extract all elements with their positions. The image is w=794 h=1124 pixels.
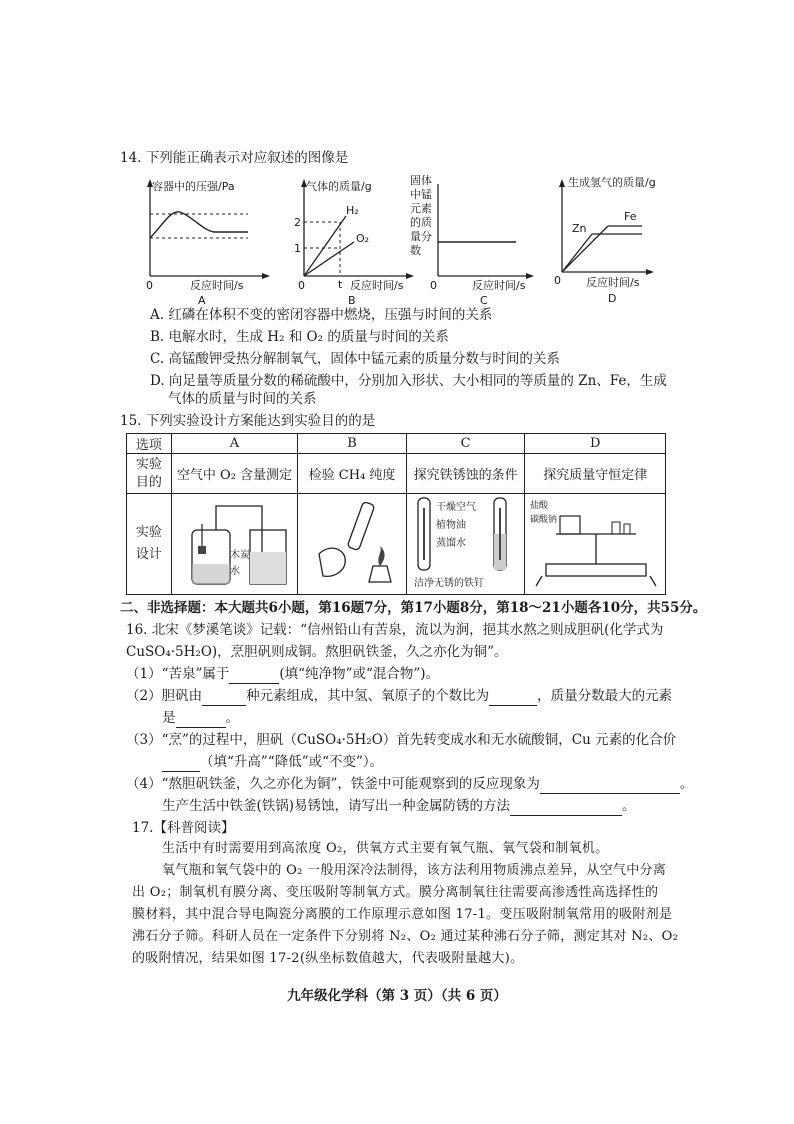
graph-a-svg <box>140 176 270 306</box>
q15-header-d: D <box>525 434 666 454</box>
graph-b-svg <box>290 176 420 306</box>
graph-a-ylabel: 容器中的压强/Pa <box>152 180 235 193</box>
graph-b-xlabel: 反应时间/s <box>350 279 404 292</box>
graph-b-tick2: 2 <box>294 216 301 229</box>
graph-b-ylabel: 气体的质量/g <box>306 180 372 193</box>
q16-part3: （3）“烹”的过程中，胆矾（CuSO₄·5H₂O）首先转变成水和无水硫酸铜，Cu 元素的化合价 <box>126 732 677 748</box>
apparatus-c-drawing <box>408 494 524 590</box>
apparatus-c-nail: 洁净无锈的铁钉 <box>413 578 484 589</box>
q14-option-c: C. 高锰酸钾受热分解制氧气，固体中锰元素的质量分数与时间的关系 <box>150 351 560 367</box>
graph-d <box>550 176 680 306</box>
graph-c-origin: 0 <box>430 279 437 292</box>
apparatus-d-drawing <box>526 494 664 590</box>
q16-part1: （1）“苦泉”属于 (填“纯净物”或“混合物”)。 <box>126 666 440 682</box>
apparatus-d-carbonate: 碳酸钠 <box>530 515 558 525</box>
q15-title: 15. 下列实验设计方案能达到实验目的的是 <box>120 413 376 429</box>
q14-option-d-cont: 气体的质量与时间的关系 <box>168 391 317 407</box>
graph-d-zn: Zn <box>572 222 587 235</box>
q15-purpose-c: 探究铁锈蚀的条件 <box>406 454 525 494</box>
q15-header-c: C <box>406 434 525 454</box>
graph-c-ylabel-1: 固体 <box>410 174 432 187</box>
answer-blank-2a[interactable] <box>202 691 246 706</box>
graph-a <box>140 176 270 306</box>
graph-b-h2: H₂ <box>346 204 359 217</box>
answer-blank-2c[interactable] <box>176 713 226 728</box>
q15-header-b: B <box>298 434 407 454</box>
apparatus-d-acid: 盐酸 <box>530 501 549 511</box>
q15-design-label: 实验设计 <box>127 494 172 595</box>
q15-header-a: A <box>171 434 298 454</box>
q16-part3-cont: （填“升高”“降低”或“不变”）。 <box>162 752 383 772</box>
graph-b-tick1: 1 <box>294 242 301 255</box>
q15-design-a <box>171 494 298 595</box>
graph-b-o2: O₂ <box>356 232 370 245</box>
q17-line-3: 出 O₂；制氧机有膜分离、变压吸附等制氧方式。膜分离制氧往往需要高渗透性高选择性的 <box>132 885 659 900</box>
answer-blank-4b[interactable] <box>510 801 622 816</box>
q16-part2-cont: 是 。 <box>162 710 239 726</box>
q14-option-b: B. 电解水时，生成 H₂ 和 O₂ 的质量与时间的关系 <box>150 329 449 345</box>
graph-c-ylabel-6: 数 <box>410 244 421 257</box>
q14-option-d: D. 向足量等质量分数的稀硫酸中，分别加入形状、大小相同的等质量的 Zn、Fe，生成 <box>150 373 667 389</box>
graph-c-ylabel-5: 量分 <box>410 230 432 243</box>
graph-c <box>408 176 538 306</box>
graph-b-tickt: t <box>338 278 343 291</box>
q15-table <box>126 433 666 595</box>
answer-blank-3[interactable] <box>162 757 200 772</box>
q15-design-c <box>406 494 525 595</box>
apparatus-c-dry-air: 干燥空气 <box>435 502 476 513</box>
graph-d-xlabel: 反应时间/s <box>586 276 640 289</box>
q15-header-row <box>127 434 666 454</box>
q16-part2: （2）胆矾由 种元素组成，其中氢、氧原子的个数比为 ，质量分数最大的元素 <box>126 688 673 704</box>
answer-blank-2b[interactable] <box>489 691 537 706</box>
q15-header-option: 选项 <box>127 434 172 454</box>
graph-c-ylabel-2: 中锰 <box>410 188 432 201</box>
q15-purpose-d: 探究质量守恒定律 <box>525 454 666 494</box>
graph-d-fe: Fe <box>624 210 637 223</box>
q16-intro-1: 16. 北宋《梦溪笔谈》记载：“信州铅山有苦泉，流以为涧，挹其水熬之则成胆矾(化学式为 <box>126 622 664 638</box>
q15-design-b <box>298 494 407 595</box>
section2-heading: 二、非选择题：本大题共6小题，第16题7分，第17小题8分，第18～21小题各10分，共55分。 <box>120 600 707 616</box>
q14-option-a: A. 红磷在体积不变的密闭容器中燃烧，压强与时间的关系 <box>150 307 493 323</box>
q15-purpose-label: 实验目的 <box>127 454 172 494</box>
q15-purpose-a: 空气中 O₂ 含量测定 <box>171 454 298 494</box>
apparatus-b-drawing <box>299 494 405 590</box>
graph-d-origin: 0 <box>554 274 561 287</box>
q15-purpose-b: 检验 CH₄ 纯度 <box>298 454 407 494</box>
q17-line-6: 的吸附情况，结果如图 17-2(纵坐标数值越大，代表吸附量越大)。 <box>132 951 524 966</box>
q17-line-4: 膜材料，其中混合导电陶瓷分离膜的工作原理示意如图 17-1。变压吸附制氧常用的吸附剂是 <box>132 907 673 922</box>
graph-c-ylabel-3: 元素 <box>410 202 432 215</box>
q15-design-d <box>525 494 666 595</box>
apparatus-a-charcoal: 木炭 <box>230 550 251 561</box>
graph-b-origin: 0 <box>298 279 305 292</box>
q15-design-row <box>127 494 666 595</box>
q17-title: 17.【科普阅读】 <box>132 820 235 836</box>
graph-c-ylabel-4: 的质 <box>410 216 432 229</box>
q16-part4-cont: 生产生活中铁釜(铁锅)易锈蚀，请写出一种金属防锈的方法 。 <box>162 798 636 814</box>
graph-c-letter: C <box>480 294 488 307</box>
q16-intro-2: CuSO₄·5H₂O)，烹胆矾则成铜。熬胆矾铁釜，久之亦化为铜”。 <box>126 644 508 660</box>
graph-a-origin: 0 <box>146 279 153 292</box>
apparatus-c-plant-oil: 植物油 <box>435 520 466 531</box>
graph-b-letter: B <box>348 294 356 307</box>
graph-a-letter: A <box>198 294 206 307</box>
graph-d-svg <box>550 176 680 306</box>
graph-d-letter: D <box>608 292 617 305</box>
apparatus-a-water: 水 <box>230 566 241 577</box>
page-footer: 九年级化学科（第 3 页）（共 6 页） <box>287 988 507 1004</box>
apparatus-a-drawing <box>172 494 296 590</box>
answer-blank-1[interactable] <box>229 669 279 684</box>
graph-b <box>290 176 420 306</box>
answer-blank-4a[interactable] <box>540 779 680 794</box>
graph-c-svg <box>408 176 538 306</box>
q17-line-2: 氧气瓶和氧气袋中的 O₂ 一般用深冷法制得，该方法利用物质沸点差异，从空气中分离 <box>162 863 667 878</box>
q16-part4: （4）“熬胆矾铁釜，久之亦化为铜”，铁釜中可能观察到的反应现象为 。 <box>126 776 694 792</box>
graph-a-xlabel: 反应时间/s <box>190 279 244 292</box>
apparatus-c-distilled-water: 蒸馏水 <box>435 538 466 549</box>
q15-purpose-row <box>127 454 666 494</box>
graph-d-ylabel: 生成氢气的质量/g <box>568 176 656 189</box>
q17-line-5: 沸石分子筛。科研人员在一定条件下分别将 N₂、O₂ 通过某种沸石分子筛，测定其对 N₂、O₂ <box>132 929 679 944</box>
graph-c-xlabel: 反应时间/s <box>472 279 526 292</box>
q14-title: 14. 下列能正确表示对应叙述的图像是 <box>120 150 349 166</box>
q17-line-1: 生活中有时需要用到高浓度 O₂，供氧方式主要有氧气瓶、氧气袋和制氧机。 <box>162 841 609 856</box>
